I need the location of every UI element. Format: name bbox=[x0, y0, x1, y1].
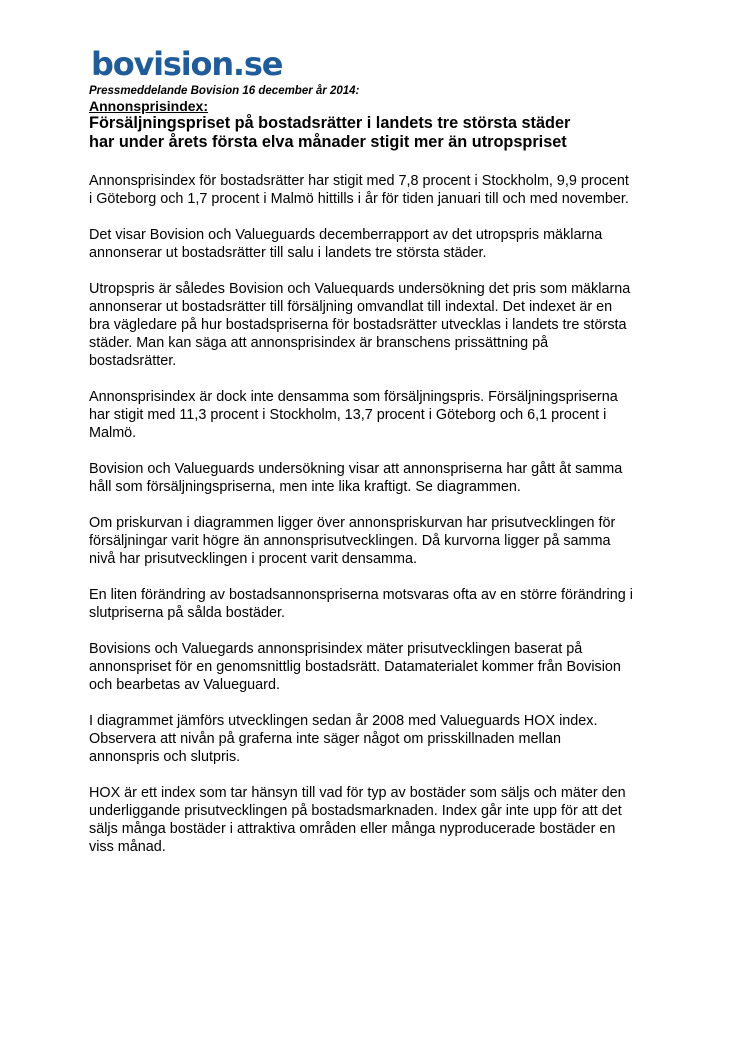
paragraph-line: annonspris och slutpris. bbox=[89, 749, 241, 765]
paragraph-line: städer. Man kan säga att annonsprisindex är branschens prissättning på bbox=[89, 335, 549, 351]
body-paragraph bbox=[89, 586, 669, 622]
paragraph-line: Annonsprisindex för bostadsrätter har stigit med 7,8 procent i Stockholm, 9,9 procent bbox=[89, 173, 629, 189]
paragraph-line: i Göteborg och 1,7 procent i Malmö hittills i år för tiden januari till och med november. bbox=[89, 191, 629, 207]
body-paragraph bbox=[89, 172, 669, 208]
body-paragraph bbox=[89, 784, 669, 856]
paragraph-line: I diagrammet jämförs utvecklingen sedan år 2008 med Valueguards HOX index. bbox=[89, 713, 598, 729]
paragraph-line: Annonsprisindex är dock inte densamma som försäljningspris. Försäljningspriserna bbox=[89, 389, 618, 405]
paragraph-line: Om priskurvan i diagrammen ligger över annonspriskurvan har prisutvecklingen för bbox=[89, 515, 616, 531]
paragraph-line: bra vägledare på hur bostadspriserna för bostadsrätter utvecklas i landets tre största bbox=[89, 317, 627, 333]
paragraph-line: Bovision och Valueguards undersökning visar att annonspriserna har gått åt samma bbox=[89, 461, 623, 477]
paragraph-line: Malmö. bbox=[89, 425, 137, 441]
body-paragraph bbox=[89, 226, 669, 262]
headline-line: Försäljningspriset på bostadsrätter i landets tre största städer bbox=[89, 114, 571, 132]
paragraph-line: Bovisions och Valuegards annonsprisindex mäter prisutvecklingen baserat på bbox=[89, 641, 583, 657]
body-paragraph bbox=[89, 712, 669, 766]
body-paragraph bbox=[89, 640, 669, 694]
paragraph-line: har stigit med 11,3 procent i Stockholm, 13,7 procent i Göteborg och 6,1 procent i bbox=[89, 407, 607, 423]
paragraph-line: håll som försäljningspriserna, men inte lika kraftigt. Se diagrammen. bbox=[89, 479, 521, 495]
headline bbox=[89, 114, 669, 152]
release-dateline: Pressmeddelande Bovision 16 december år 2014: bbox=[89, 85, 360, 97]
body-paragraph bbox=[89, 514, 669, 568]
paragraph-line: bostadsrätter. bbox=[89, 353, 177, 369]
paragraph-line: annonserar ut bostadsrätter till försäljning omvandlat till indextal. Det indexet är en bbox=[89, 299, 613, 315]
paragraph-line: viss månad. bbox=[89, 839, 166, 855]
body-paragraph bbox=[89, 460, 669, 496]
paragraph-line: Utropspris är således Bovision och Valuequards undersökning det pris som mäklarna bbox=[89, 281, 631, 297]
paragraph-line: HOX är ett index som tar hänsyn till vad för typ av bostäder som säljs och mäter den bbox=[89, 785, 626, 801]
paragraph-line: försäljningar varit högre än annonsprisutvecklingen. Då kurvorna ligger på samma bbox=[89, 533, 611, 549]
body-paragraph bbox=[89, 388, 669, 442]
headline-line: har under årets första elva månader stigit mer än utropspriset bbox=[89, 133, 567, 151]
article-body bbox=[89, 172, 669, 856]
body-paragraph bbox=[89, 280, 669, 370]
paragraph-line: slutpriserna på sålda bostäder. bbox=[89, 605, 285, 621]
paragraph-line: Observera att nivån på graferna inte säger något om prisskillnaden mellan bbox=[89, 731, 561, 747]
paragraph-line: En liten förändring av bostadsannonspriserna motsvaras ofta av en större förändring i bbox=[89, 587, 633, 603]
paragraph-line: annonserar ut bostadsrätter till salu i landets tre största städer. bbox=[89, 245, 487, 261]
paragraph-line: och bearbetas av Valueguard. bbox=[89, 677, 280, 693]
bovision-logo: bovision.se bbox=[91, 45, 283, 83]
paragraph-line: underliggande prisutvecklingen på bostadsmarknaden. Index går inte upp för att det bbox=[89, 803, 622, 819]
paragraph-line: Det visar Bovision och Valueguards decemberrapport av det utropspris mäklarna bbox=[89, 227, 603, 243]
kicker-heading: Annonsprisindex: bbox=[89, 98, 209, 114]
paragraph-line: nivå har prisutvecklingen i procent varit densamma. bbox=[89, 551, 417, 567]
paragraph-line: säljs många bostäder i attraktiva områden eller många nyproducerade bostäder en bbox=[89, 821, 616, 837]
paragraph-line: annonspriset för en genomsnittlig bostadsrätt. Datamaterialet kommer från Bovision bbox=[89, 659, 621, 675]
press-release-page bbox=[89, 44, 669, 874]
